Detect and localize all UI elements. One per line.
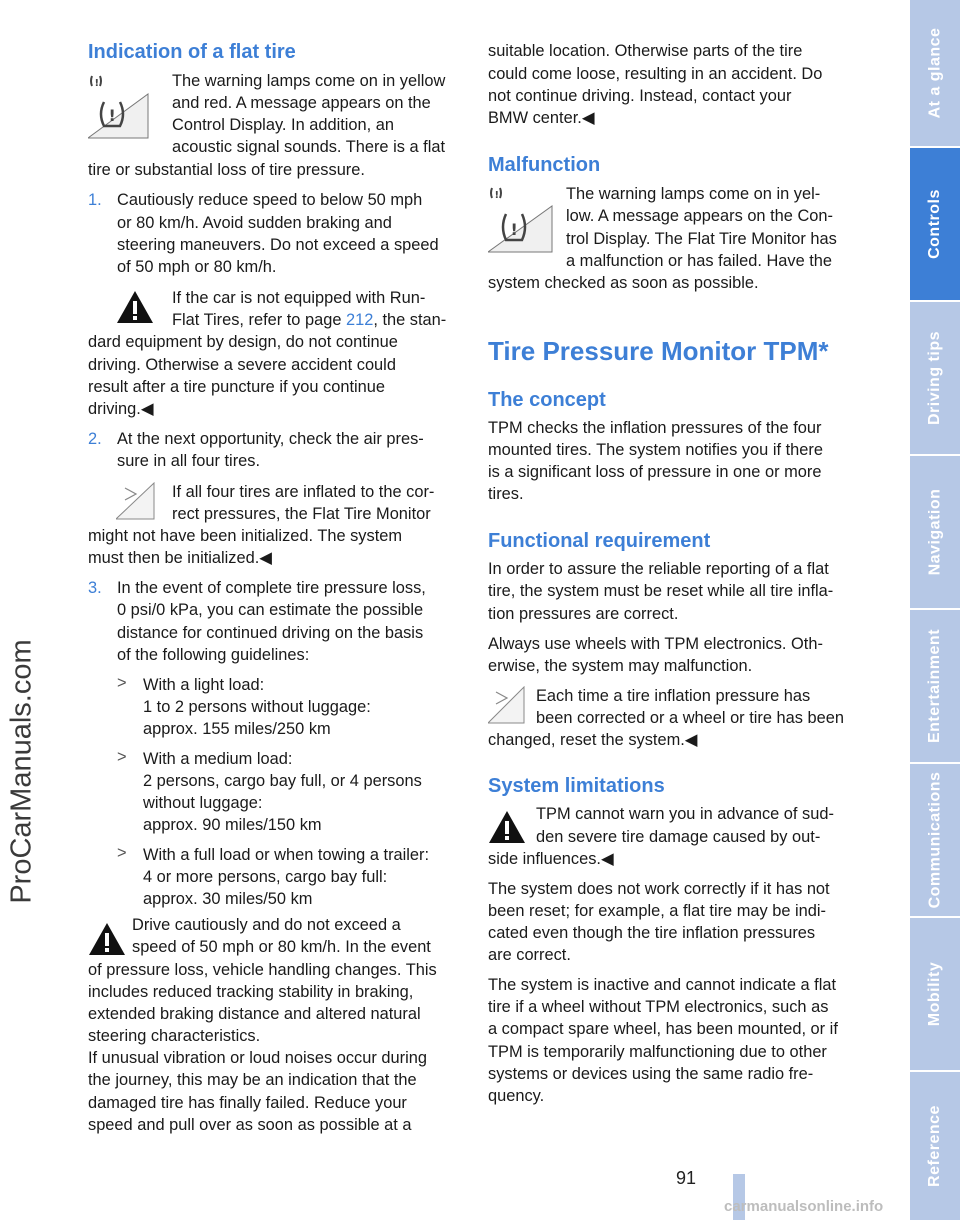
tab-navigation[interactable]: Navigation xyxy=(910,456,960,610)
tire-warning-lamp-icon xyxy=(88,72,150,140)
svg-text:!: ! xyxy=(108,106,116,125)
note-line-2: been corrected or a wheel or tire has been xyxy=(536,709,844,727)
page-title: Tire Pressure Monitor TPM* xyxy=(488,336,829,366)
bullet-3-line-2: 4 or more persons, cargo bay full: xyxy=(143,868,388,886)
limits1-line-3: cated even though the tire inflation pressures xyxy=(488,924,816,942)
cont-line-1: suitable location. Otherwise parts of the tire xyxy=(488,42,803,60)
limits-warn-line-2: den severe tire damage caused by out- xyxy=(536,828,821,846)
step-3-line-2: 0 psi/0 kPa, you can estimate the possible xyxy=(117,601,424,619)
svg-text:!: ! xyxy=(494,190,500,201)
tab-entertainment[interactable]: Entertainment xyxy=(910,610,960,764)
limits2-line-2: tire if a wheel without TPM electronics, such as xyxy=(488,998,829,1016)
step-1-line-3: steering maneuvers. Do not exceed a speed xyxy=(117,236,439,254)
tab-reference[interactable]: Reference xyxy=(926,1105,943,1187)
caution-triangle-icon xyxy=(488,810,526,844)
step-3-line-4: of the following guidelines: xyxy=(117,646,310,664)
warn2-line-1: Drive cautiously and do not exceed a xyxy=(132,916,401,934)
bullet-1-line-1: With a light load: xyxy=(143,676,265,694)
bullet-3-line-3: approx. 30 miles/50 km xyxy=(143,890,313,908)
concept-line-4: tires. xyxy=(488,485,524,503)
step-1-number: 1. xyxy=(88,191,102,209)
warn1-line-4: driving. Otherwise a severe accident could xyxy=(88,356,396,374)
intro-line-1: The warning lamps come on in yellow xyxy=(172,72,446,90)
limits2-line-3: a compact spare wheel, has been mounted, or if xyxy=(488,1020,838,1038)
bullet-marker: > xyxy=(117,674,127,692)
warn1-line-1: If the car is not equipped with Run- xyxy=(172,289,426,307)
limits-warn-line-1: TPM cannot warn you in advance of sud- xyxy=(536,805,834,823)
limits2-line-4: TPM is temporarily malfunctioning due to other xyxy=(488,1043,827,1061)
bullet-2-line-3: without luggage: xyxy=(143,794,263,812)
step-2-line-1: At the next opportunity, check the air pres- xyxy=(117,430,424,448)
concept-line-1: TPM checks the inflation pressures of the four xyxy=(488,419,822,437)
step-1-line-1: Cautiously reduce speed to below 50 mph xyxy=(117,191,423,209)
warn1-line-3: dard equipment by design, do not continue xyxy=(88,333,398,351)
note-triangle-icon xyxy=(488,686,526,724)
cont-line-3: not continue driving. Instead, contact your xyxy=(488,87,792,105)
warn1-line-5: result after a tire puncture if you continue xyxy=(88,378,386,396)
bullet-2-line-4: approx. 90 miles/150 km xyxy=(143,816,322,834)
tab-driving-tips[interactable]: Driving tips xyxy=(910,302,960,456)
malfunction-line-1: The warning lamps come on in yel- xyxy=(566,185,821,203)
step-2-line-2: sure in all four tires. xyxy=(117,452,261,470)
warn2-line-9: damaged tire has finally failed. Reduce your xyxy=(88,1094,407,1112)
warn2-line-6: steering characteristics. xyxy=(88,1027,261,1045)
func1-line-3: tion pressures are correct. xyxy=(488,605,679,623)
warn2-line-4: includes reduced tracking stability in braking, xyxy=(88,983,414,1001)
step-3-number: 3. xyxy=(88,579,102,597)
page-212-link[interactable]: 212 xyxy=(346,311,374,329)
bullet-1-line-3: approx. 155 miles/250 km xyxy=(143,720,331,738)
cont-line-2: could come loose, resulting in an accident. Do xyxy=(488,65,823,83)
limits1-line-2: been reset; for example, a flat tire may be indi- xyxy=(488,902,826,920)
svg-text:!: ! xyxy=(510,220,518,239)
page-number: 91 xyxy=(676,1168,697,1188)
watermark: ProCarManuals.com xyxy=(5,639,38,904)
concept-line-2: mounted tires. The system notifies you if there xyxy=(488,441,823,459)
bullet-3-line-1: With a full load or when towing a trailer: xyxy=(143,846,430,864)
step-1-line-2: or 80 km/h. Avoid sudden braking and xyxy=(117,214,392,232)
note1-line-2: rect pressures, the Flat Tire Monitor xyxy=(172,505,431,523)
section-heading-concept: The concept xyxy=(488,389,606,411)
note-line-1: Each time a tire inflation pressure has xyxy=(536,687,811,705)
warn1-line-2: Flat Tires, refer to page 212, the stan- xyxy=(172,311,447,329)
svg-text:!: ! xyxy=(94,78,100,89)
bullet-2-line-1: With a medium load: xyxy=(143,750,293,768)
note1-line-4: must then be initialized.◀ xyxy=(88,549,272,567)
intro-line-4: acoustic signal sounds. There is a flat xyxy=(172,138,446,156)
warn2-line-7: If unusual vibration or loud noises occur during xyxy=(88,1049,427,1067)
func1-line-1: In order to assure the reliable reporting of a flat xyxy=(488,560,829,578)
bullet-2-line-2: 2 persons, cargo bay full, or 4 persons xyxy=(143,772,422,790)
intro-line-3: Control Display. In addition, an xyxy=(172,116,395,134)
warn2-line-3: of pressure loss, vehicle handling changes. This xyxy=(88,961,437,979)
caution-triangle-icon xyxy=(88,922,126,956)
warn2-line-2: speed of 50 mph or 80 km/h. In the event xyxy=(132,938,431,956)
cont-line-4: BMW center.◀ xyxy=(488,109,595,127)
note-line-3: changed, reset the system.◀ xyxy=(488,731,698,749)
section-heading-system-limitations: System limitations xyxy=(488,775,665,797)
intro-line-2: and red. A message appears on the xyxy=(172,94,431,112)
tab-mobility[interactable]: Mobility xyxy=(910,918,960,1072)
func2-line-2: erwise, the system may malfunction. xyxy=(488,657,753,675)
section-heading-malfunction: Malfunction xyxy=(488,154,601,176)
step-2-number: 2. xyxy=(88,430,102,448)
step-3-line-1: In the event of complete tire pressure loss, xyxy=(117,579,426,597)
tab-controls[interactable]: Controls xyxy=(910,148,960,302)
limits1-line-1: The system does not work correctly if it has not xyxy=(488,880,830,898)
malfunction-line-3: trol Display. The Flat Tire Monitor has xyxy=(566,230,837,248)
section-heading-functional-requirement: Functional requirement xyxy=(488,530,711,552)
malfunction-line-4: a malfunction or has failed. Have the xyxy=(566,252,833,270)
step-1-line-4: of 50 mph or 80 km/h. xyxy=(117,258,277,276)
warn1-line-6: driving.◀ xyxy=(88,400,154,418)
limits2-line-1: The system is inactive and cannot indicate a flat xyxy=(488,976,837,994)
caution-triangle-icon xyxy=(116,290,154,324)
section-heading-flat-tire: Indication of a flat tire xyxy=(88,41,296,63)
warn2-line-8: the journey, this may be an indication that the xyxy=(88,1071,417,1089)
limits2-line-6: quency. xyxy=(488,1087,545,1105)
note1-line-3: might not have been initialized. The system xyxy=(88,527,403,545)
limits2-line-5: systems or devices using the same radio fre- xyxy=(488,1065,814,1083)
func2-line-1: Always use wheels with TPM electronics. Oth- xyxy=(488,635,823,653)
tab-at-a-glance[interactable]: At a glance xyxy=(910,0,960,148)
warn2-line-10: speed and pull over as soon as possible at a xyxy=(88,1116,412,1134)
func1-line-2: tire, the system must be reset while all tire infla- xyxy=(488,582,834,600)
tab-communications[interactable]: Communications xyxy=(910,764,960,918)
bullet-marker: > xyxy=(117,844,127,862)
warn2-line-5: extended braking distance and altered natural xyxy=(88,1005,421,1023)
limits-warn-line-3: side influences.◀ xyxy=(488,850,614,868)
note-triangle-icon xyxy=(116,482,156,520)
limits1-line-4: are correct. xyxy=(488,946,571,964)
malfunction-line-2: low. A message appears on the Con- xyxy=(566,207,833,225)
chapter-tab-bar xyxy=(910,0,960,1220)
bullet-1-line-2: 1 to 2 persons without luggage: xyxy=(143,698,371,716)
intro-line-5: tire or substantial loss of tire pressure. xyxy=(88,161,365,179)
footer-site: carmanualsonline.info xyxy=(724,1198,884,1215)
tire-warning-lamp-icon xyxy=(488,184,554,254)
bullet-marker: > xyxy=(117,748,127,766)
malfunction-line-5: system checked as soon as possible. xyxy=(488,274,759,292)
concept-line-3: is a significant loss of pressure in one or more xyxy=(488,463,822,481)
note1-line-1: If all four tires are inflated to the cor- xyxy=(172,483,435,501)
step-3-line-3: distance for continued driving on the basis xyxy=(117,624,424,642)
